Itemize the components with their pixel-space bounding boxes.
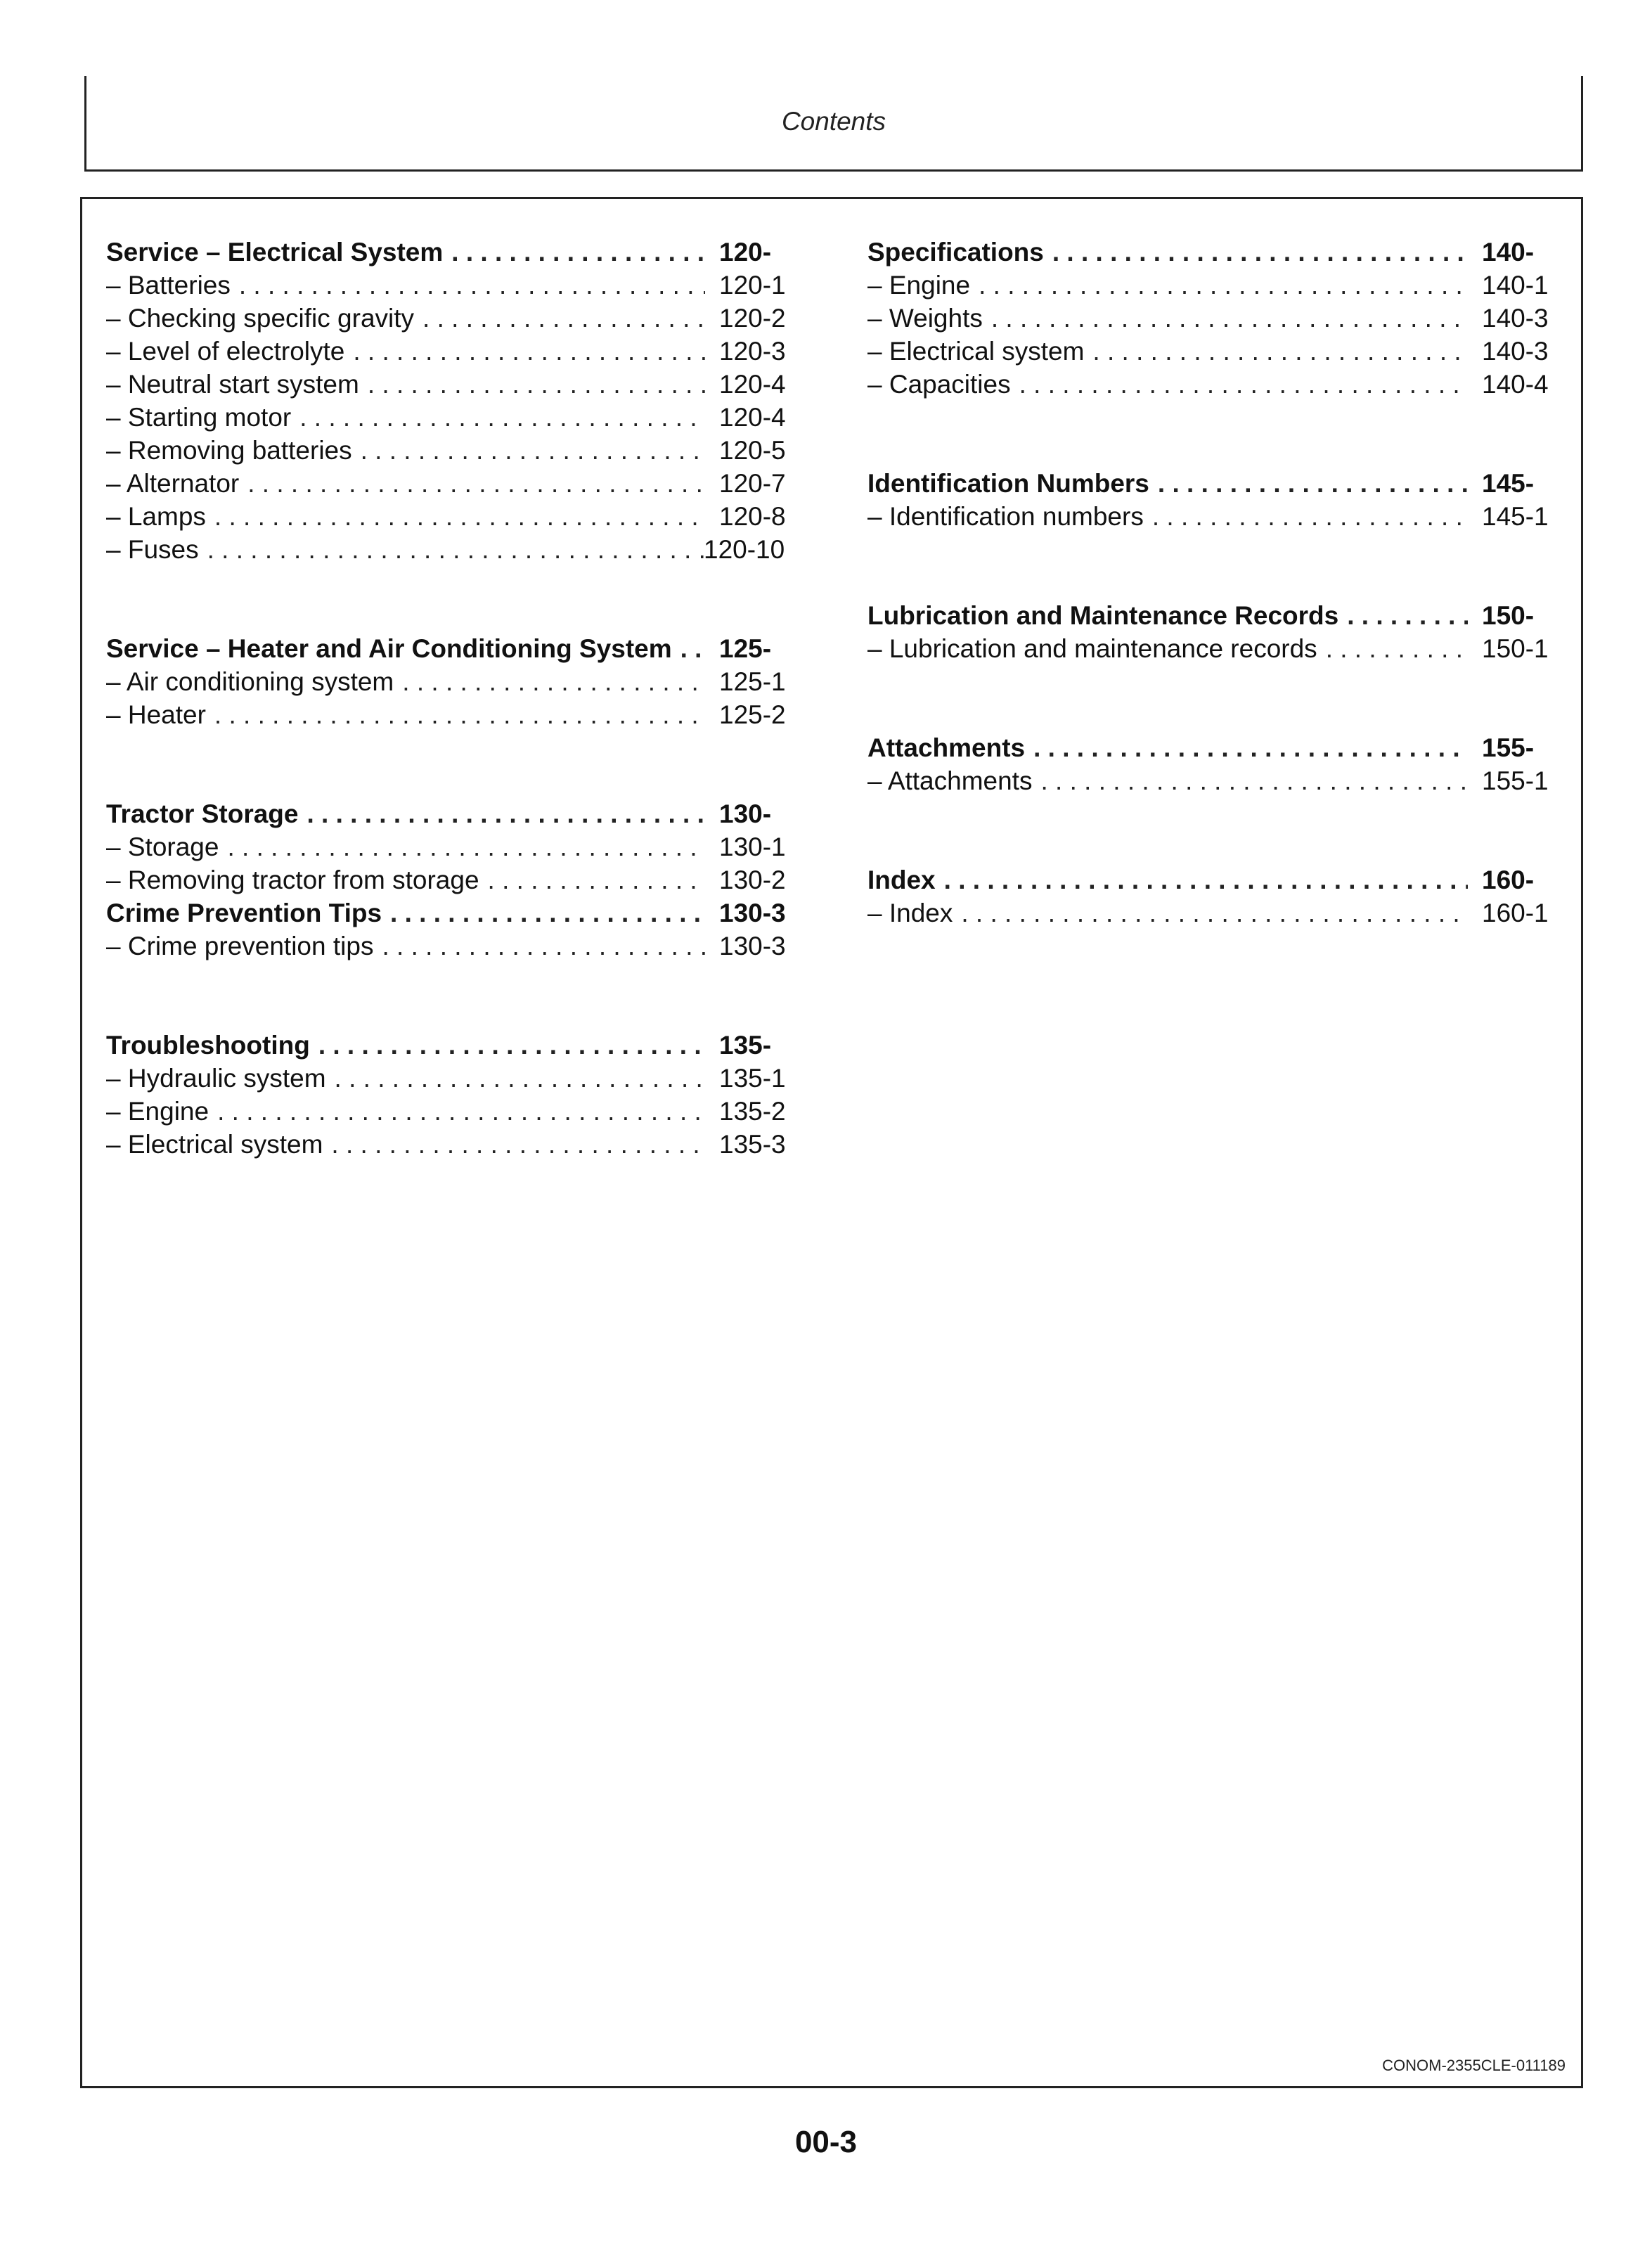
toc-entry-page: 160-1 [1482,899,1549,927]
toc-entry-page: 135- [719,1031,772,1060]
toc-entry [106,500,802,533]
toc-entry [106,930,802,963]
dot-leader [961,896,1468,930]
dot-leader [1019,368,1468,401]
toc-entry [867,335,1565,368]
contents-box [80,197,1583,2088]
toc-entry [867,764,1565,797]
toc-entry-label: – Attachments [867,766,1033,795]
dot-leader [1052,236,1468,269]
document-code: CONOM-2355CLE-011189 [1382,2057,1566,2074]
toc-entry-label: – Capacities [867,370,1011,399]
toc-entry-page: 130-1 [719,832,786,861]
dot-leader [1033,731,1468,764]
toc-entry [106,302,802,335]
dot-leader [227,830,705,863]
section-gap [106,963,802,1029]
toc-entry [867,500,1565,533]
toc-entry-page: 155- [1482,733,1535,762]
toc-entry-label: Service – Heater and Air Conditioning System [106,634,672,663]
toc-entry-page: 140-3 [1482,304,1549,333]
toc-entry-label: – Engine [867,271,971,300]
toc-section-heading [867,467,1565,500]
toc-entry-page: 125- [719,634,772,663]
dot-leader [318,1029,705,1062]
page-title: Contents [781,107,886,136]
toc-entry [106,698,802,731]
toc-entry-page: 125-2 [719,700,786,729]
toc-entry-label: – Neutral start system [106,370,359,399]
toc-entry-label: Service – Electrical System [106,238,444,266]
toc-entry-page: 120-1 [719,271,786,300]
toc-entry-label: – Batteries [106,271,231,300]
toc-entry [106,368,802,401]
header-box [84,76,1583,172]
dot-leader [368,368,705,401]
dot-leader [1347,599,1468,632]
toc-entry-page: 120-7 [719,469,786,498]
toc-entry-page: 130- [719,799,772,828]
dot-leader [1092,335,1468,368]
toc-entry-label: Specifications [867,238,1044,266]
toc-section-heading [867,863,1565,896]
dot-leader [335,1062,705,1095]
toc-entry-label: – Fuses [106,535,199,564]
dot-leader [1158,467,1468,500]
dot-leader [214,698,705,731]
toc-entry [106,1128,802,1161]
toc-entry-label: Tractor Storage [106,799,299,828]
dot-leader [306,797,705,830]
toc-entry-label: Troubleshooting [106,1031,310,1060]
dot-leader [361,434,705,467]
toc-entry [106,335,802,368]
toc-entry-label: – Weights [867,304,983,333]
toc-section-heading [106,1029,802,1062]
toc-entry-page: 120-8 [719,502,786,531]
toc-entry [106,1095,802,1128]
dot-leader [680,632,705,665]
dot-leader [422,302,705,335]
toc-entry-label: Index [867,866,936,894]
toc-entry-label: – Storage [106,832,219,861]
dot-leader [451,236,705,269]
toc-entry-page: 120- [719,238,772,266]
toc-right-column [867,236,1565,930]
toc-section-heading [106,797,802,830]
dot-leader [214,500,705,533]
toc-entry-page: 135-1 [719,1064,786,1093]
toc-entry-label: – Lubrication and maintenance records [867,634,1317,663]
toc-entry-label: – Crime prevention tips [106,932,374,960]
toc-entry-label: – Hydraulic system [106,1064,326,1093]
toc-entry-label: Attachments [867,733,1026,762]
dot-leader [1326,632,1468,665]
toc-section-heading [106,896,802,930]
toc-entry-page: 145-1 [1482,502,1549,531]
toc-entry-page: 155-1 [1482,766,1549,795]
toc-entry-page: 140-1 [1482,271,1549,300]
toc-entry-label: Crime Prevention Tips [106,899,382,927]
toc-section-heading [867,236,1565,269]
toc-entry [867,269,1565,302]
toc-entry-label: – Removing tractor from storage [106,866,479,894]
toc-entry [867,302,1565,335]
dot-leader [390,896,705,930]
section-gap [867,533,1565,599]
toc-entry-label: – Lamps [106,502,206,531]
toc-entry-label: – Heater [106,700,206,729]
toc-entry-label: – Engine [106,1097,209,1126]
toc-entry-page: 120-3 [719,337,786,366]
toc-entry [106,467,802,500]
toc-entry-label: – Level of electrolyte [106,337,345,366]
toc-entry-page: 160- [1482,866,1535,894]
dot-leader [382,930,705,963]
dot-leader [207,533,704,566]
dot-leader [991,302,1468,335]
dot-leader [331,1128,705,1161]
toc-entry-label: Lubrication and Maintenance Records [867,601,1339,630]
section-gap [867,401,1565,467]
toc-entry-label: – Starting motor [106,403,292,432]
toc-entry-label: – Air conditioning system [106,667,394,696]
toc-entry [106,401,802,434]
toc-entry-page: 130-3 [719,899,786,927]
section-gap [867,665,1565,731]
dot-leader [1152,500,1468,533]
dot-leader [299,401,705,434]
toc-entry-page: 120-5 [719,436,786,465]
toc-section-heading [867,731,1565,764]
toc-entry-label: – Checking specific gravity [106,304,415,333]
dot-leader [944,863,1468,896]
toc-entry-page: 135-3 [719,1130,786,1159]
toc-entry-page: 130-3 [719,932,786,960]
dot-leader [488,863,705,896]
dot-leader [402,665,705,698]
toc-entry-page: 120-4 [719,403,786,432]
toc-entry-page: 120-4 [719,370,786,399]
dot-leader [217,1095,705,1128]
toc-entry [867,896,1565,930]
dot-leader [239,269,705,302]
toc-entry [106,533,802,566]
toc-entry-page: 150-1 [1482,634,1549,663]
toc-entry-label: – Removing batteries [106,436,352,465]
dot-leader [1040,764,1468,797]
section-gap [867,797,1565,863]
toc-entry [867,632,1565,665]
toc-entry-label: – Alternator [106,469,240,498]
toc-entry-label: – Electrical system [106,1130,323,1159]
dot-leader [247,467,705,500]
toc-entry [106,863,802,896]
toc-entry-label: – Index [867,899,953,927]
toc-entry-page: 120-10 [704,535,785,564]
toc-entry-page: 135-2 [719,1097,786,1126]
toc-entry-page: 130-2 [719,866,786,894]
toc-entry-page: 125-1 [719,667,786,696]
toc-section-heading [867,599,1565,632]
toc-entry-page: 145- [1482,469,1535,498]
section-gap [106,566,802,632]
toc-entry [106,1062,802,1095]
toc-section-heading [106,632,802,665]
toc-entry [106,269,802,302]
toc-section-heading [106,236,802,269]
toc-entry-page: 150- [1482,601,1535,630]
toc-entry [106,665,802,698]
toc-entry [106,830,802,863]
toc-left-column [106,236,802,1161]
page-number: 00-3 [794,2125,858,2159]
toc-entry-page: 140-3 [1482,337,1549,366]
dot-leader [979,269,1468,302]
toc-entry-page: 120-2 [719,304,786,333]
toc-entry-label: – Identification numbers [867,502,1144,531]
toc-entry-page: 140- [1482,238,1535,266]
toc-entry [867,368,1565,401]
toc-entry-label: Identification Numbers [867,469,1149,498]
dot-leader [353,335,705,368]
toc-entry-page: 140-4 [1482,370,1549,399]
toc-entry [106,434,802,467]
section-gap [106,731,802,797]
toc-entry-label: – Electrical system [867,337,1085,366]
